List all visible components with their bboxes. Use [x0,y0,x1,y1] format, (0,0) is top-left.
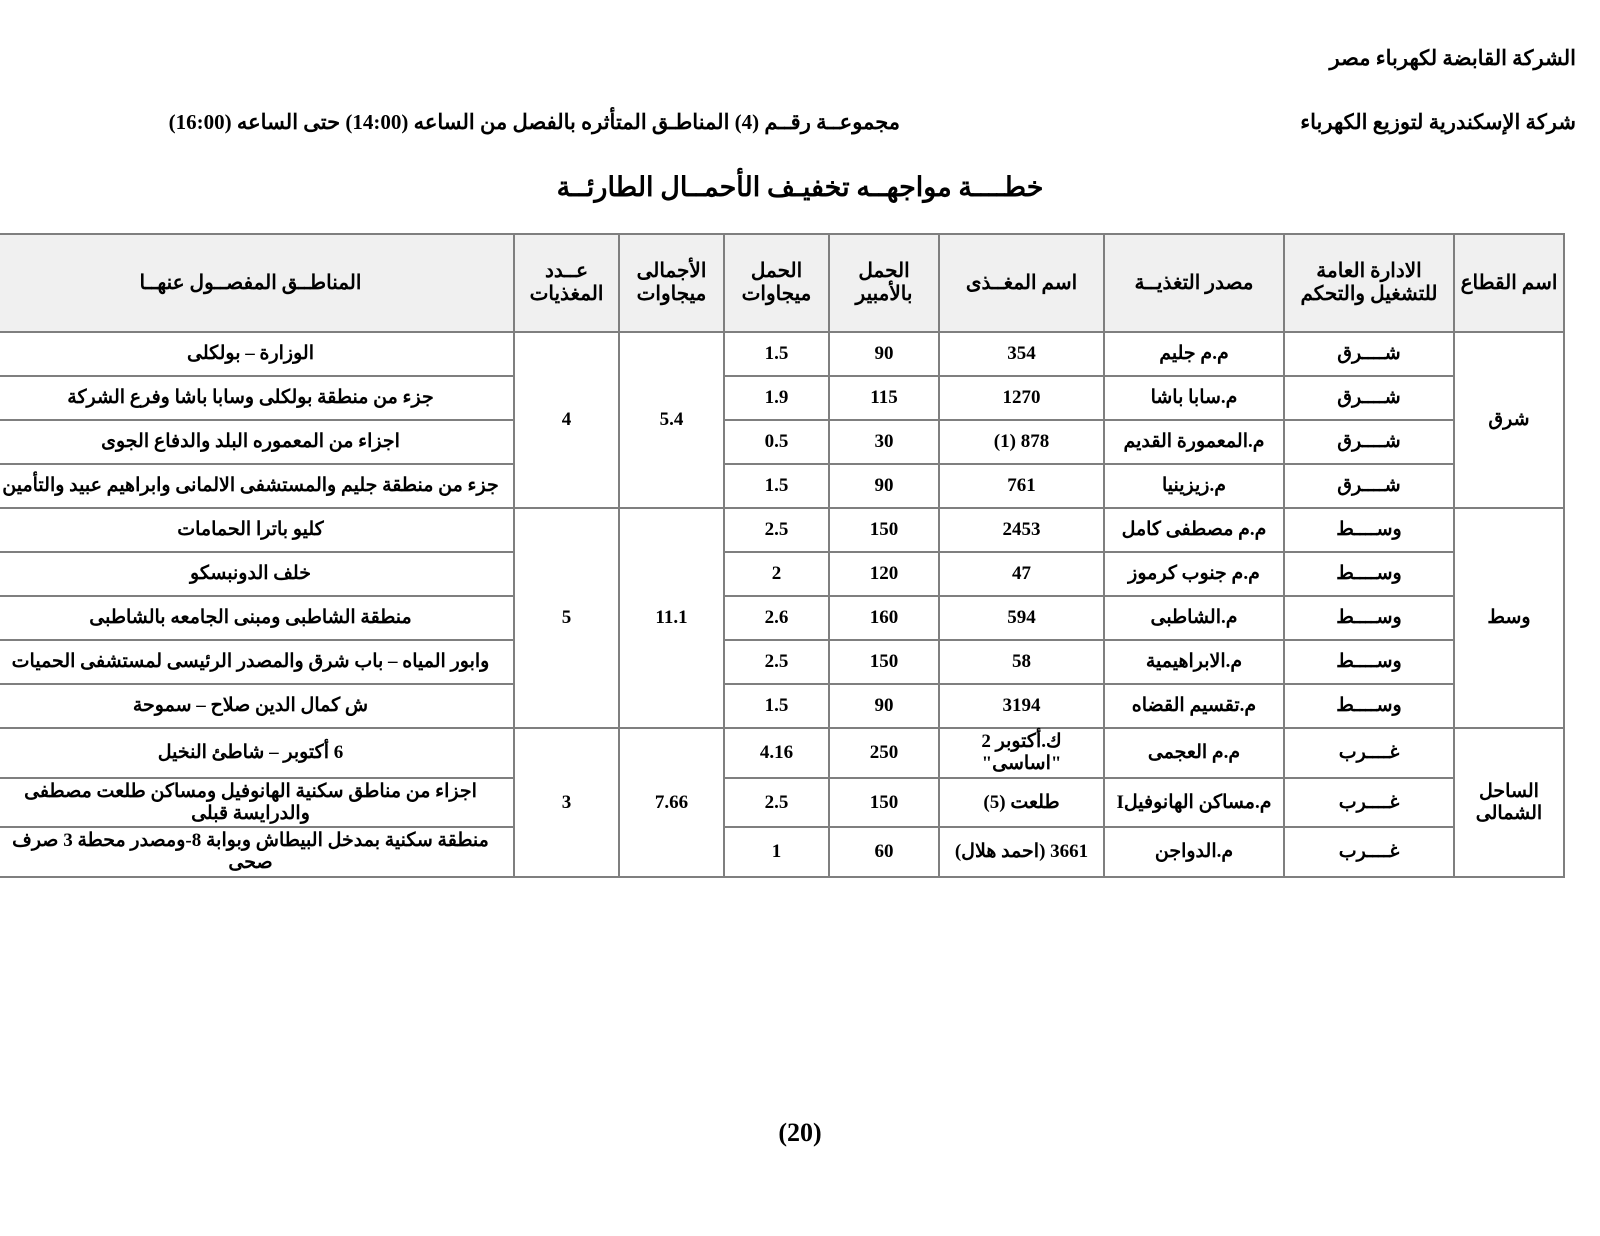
col-header-count: عــدد المغذيات [514,234,619,332]
cell-admin: وســــط [1284,640,1454,684]
cell-admin: غــــرب [1284,778,1454,828]
cell-mw: 0.5 [724,420,829,464]
cell-source: م.م العجمى [1104,728,1284,778]
cell-source: م.م مصطفى كامل [1104,508,1284,552]
cell-admin: شــــرق [1284,464,1454,508]
cell-feeder: ك.أكتوبر 2 "اساسى" [939,728,1104,778]
cell-source: م.م جنوب كرموز [1104,552,1284,596]
table-row [0,376,1564,420]
cell-areas: 6 أكتوبر – شاطئ النخيل [0,728,514,778]
cell-amp: 150 [829,508,939,552]
table-row [0,640,1564,684]
load-shedding-table [0,233,1565,878]
cell-amp: 30 [829,420,939,464]
col-header-areas: المناطــق المفصــول عنهــا [0,234,514,332]
col-header-total: الأجمالى ميجاوات [619,234,724,332]
cell-feeder: 1270 [939,376,1104,420]
cell-source: م.تقسيم القضاه [1104,684,1284,728]
cell-areas: الوزارة – بولكلى [0,332,514,376]
cell-amp: 60 [829,827,939,877]
cell-admin: وســــط [1284,684,1454,728]
cell-mw: 2.6 [724,596,829,640]
cell-feeder: 58 [939,640,1104,684]
col-header-mw: الحمل ميجاوات [724,234,829,332]
cell-total-mw: 11.1 [619,508,724,728]
document-title: خطــــة مواجهــه تخفيـف الأحمــال الطارئــة [556,172,1044,202]
cell-mw: 1.5 [724,684,829,728]
cell-source: م.الدواجن [1104,827,1284,877]
col-header-amp: الحمل بالأمبير [829,234,939,332]
cell-total-mw: 7.66 [619,728,724,877]
holding-company-name: الشركة القابضة لكهرباء مصر [1329,46,1576,70]
cell-source: م.م جليم [1104,332,1284,376]
cell-source: م.زيزينيا [1104,464,1284,508]
cell-amp: 90 [829,332,939,376]
cell-areas: وابور المياه – باب شرق والمصدر الرئيسى لمستشفى الحميات [0,640,514,684]
cell-areas: اجزاء من مناطق سكنية الهانوفيل ومساكن طلعت مصطفى والدرايسة قبلى [0,778,514,828]
cell-admin: شــــرق [1284,332,1454,376]
page-number: (20) [778,1118,822,1147]
cell-feeder: 3194 [939,684,1104,728]
cell-amp: 115 [829,376,939,420]
cell-areas: ش كمال الدين صلاح – سموحة [0,684,514,728]
cell-areas: كليو باترا الحمامات [0,508,514,552]
cell-amp: 90 [829,684,939,728]
cell-feeder: طلعت (5) [939,778,1104,828]
cell-amp: 150 [829,778,939,828]
col-header-source: مصدر التغذيــة [1104,234,1284,332]
table-head [0,234,1564,332]
distribution-company-name: شركة الإسكندرية لتوزيع الكهرباء [1300,110,1576,134]
cell-total-mw: 5.4 [619,332,724,508]
table-row [0,684,1564,728]
cell-areas: جزء من منطقة جليم والمستشفى الالمانى وابراهيم عبيد والتأمين [0,464,514,508]
cell-areas: منطقة الشاطبى ومبنى الجامعه بالشاطبى [0,596,514,640]
col-header-feeder: اسم المغــذى [939,234,1104,332]
cell-sector: وسط [1454,508,1564,728]
cell-source: م.الشاطبى [1104,596,1284,640]
cell-source: م.الابراهيمية [1104,640,1284,684]
cell-mw: 2.5 [724,640,829,684]
cell-areas: جزء من منطقة بولكلى وسابا باشا وفرع الشركة [0,376,514,420]
cell-mw: 2 [724,552,829,596]
cell-mw: 2.5 [724,778,829,828]
cell-amp: 150 [829,640,939,684]
table-row [0,508,1564,552]
cell-feeder: 3661 (احمد هلال) [939,827,1104,877]
cell-admin: وســــط [1284,552,1454,596]
cell-mw: 1.5 [724,464,829,508]
cell-admin: غــــرب [1284,728,1454,778]
table-row [0,778,1564,828]
cell-sector: شرق [1454,332,1564,508]
cell-feeder: 878 (1) [939,420,1104,464]
cell-admin: وســــط [1284,596,1454,640]
cell-admin: وســــط [1284,508,1454,552]
group-schedule-line: مجموعــة رقــم (4) المناطـق المتأثره بالفصل من الساعه (14:00) حتى الساعه (16:00) [168,110,900,134]
cell-feeder: 761 [939,464,1104,508]
cell-mw: 1.5 [724,332,829,376]
cell-admin: غــــرب [1284,827,1454,877]
load-shedding-table-wrap [2,233,1565,878]
cell-mw: 4.16 [724,728,829,778]
table-body [0,332,1564,877]
cell-admin: شــــرق [1284,420,1454,464]
table-row [0,596,1564,640]
cell-feeder: 594 [939,596,1104,640]
table-row [0,464,1564,508]
cell-mw: 2.5 [724,508,829,552]
cell-feeder: 2453 [939,508,1104,552]
cell-feeder-count: 4 [514,332,619,508]
cell-admin: شــــرق [1284,376,1454,420]
cell-amp: 90 [829,464,939,508]
col-header-sector: اسم القطاع [1454,234,1564,332]
cell-feeder-count: 5 [514,508,619,728]
cell-amp: 250 [829,728,939,778]
table-row [0,420,1564,464]
cell-mw: 1 [724,827,829,877]
cell-amp: 120 [829,552,939,596]
cell-feeder-count: 3 [514,728,619,877]
table-row [0,332,1564,376]
cell-source: م.سابا باشا [1104,376,1284,420]
cell-source: م.المعمورة القديم [1104,420,1284,464]
cell-mw: 1.9 [724,376,829,420]
table-row [0,552,1564,596]
cell-sector: الساحل الشمالى [1454,728,1564,877]
table-row [0,827,1564,877]
col-header-admin: الادارة العامة للتشغيل والتحكم [1284,234,1454,332]
cell-feeder: 47 [939,552,1104,596]
cell-feeder: 354 [939,332,1104,376]
cell-areas: منطقة سكنية بمدخل البيطاش وبوابة 8-ومصدر محطة 3 صرف صحى [0,827,514,877]
header-row [0,234,1564,332]
cell-amp: 160 [829,596,939,640]
cell-source: م.مساكن الهانوفيلI [1104,778,1284,828]
cell-areas: اجزاء من المعموره البلد والدفاع الجوى [0,420,514,464]
table-row [0,728,1564,778]
cell-areas: خلف الدونبسكو [0,552,514,596]
